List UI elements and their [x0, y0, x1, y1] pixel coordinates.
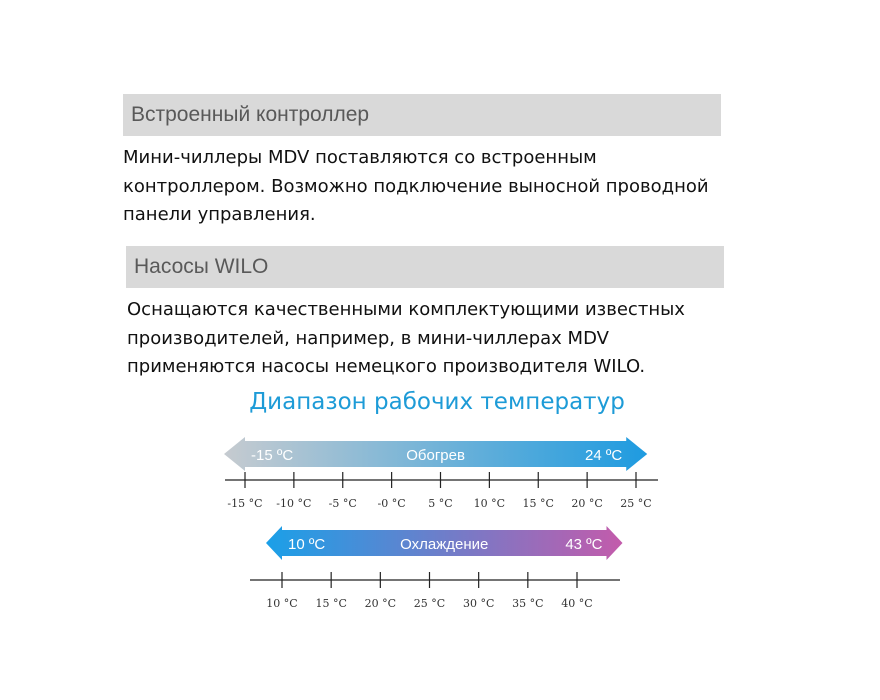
axis-tick-label: 40 °C — [561, 597, 593, 610]
axis-tick-label: -15 °C — [227, 497, 263, 510]
cooling-max-label: 43 ºC — [565, 536, 603, 553]
section-title: Встроенный контроллер — [131, 103, 370, 126]
heating-max-label: 24 ºC — [585, 447, 623, 464]
paragraph-line: производителей, например, в мини-чиллерах MDV — [127, 327, 609, 349]
axis-tick-label: 15 °C — [315, 597, 347, 610]
axis-tick-label: -0 °C — [377, 497, 406, 510]
axis-tick-label: 35 °C — [512, 597, 544, 610]
cooling-axis — [250, 572, 620, 610]
axis-tick-label: 10 °C — [266, 597, 298, 610]
heating-mode-label: Обогрев — [406, 447, 465, 464]
heating-axis — [225, 472, 658, 510]
paragraph-line: контроллером. Возможно подключение выносной проводной — [123, 175, 709, 197]
axis-tick-label: 15 °C — [522, 497, 554, 510]
paragraph-line: Оснащаются качественными комплектующими известных — [127, 299, 685, 320]
axis-tick-label: 20 °C — [571, 497, 603, 510]
axis-tick-label: -5 °C — [328, 497, 357, 510]
axis-tick-label: 10 °C — [473, 497, 506, 510]
axis-tick-label: -10 °C — [276, 497, 312, 510]
paragraph-line: Мини-чиллеры MDV поставляются со встроенным — [123, 147, 597, 168]
paragraph-line: применяются насосы немецкого производителя WILO. — [127, 356, 646, 377]
axis-tick-label: 5 °C — [428, 497, 453, 510]
range-title: Диапазон рабочих температур — [249, 389, 625, 415]
axis-tick-label: 25 °C — [413, 597, 446, 610]
section-title: Насосы WILO — [134, 255, 269, 278]
axis-tick-label: 20 °C — [364, 597, 397, 610]
paragraph-line: панели управления. — [123, 204, 316, 225]
axis-tick-label: 30 °C — [462, 597, 495, 610]
cooling-mode-label: Охлаждение — [400, 536, 489, 553]
axis-tick-label: 25 °C — [620, 497, 652, 510]
cooling-min-label: 10 ºC — [288, 536, 326, 553]
heating-min-label: -15 ºC — [251, 447, 294, 464]
